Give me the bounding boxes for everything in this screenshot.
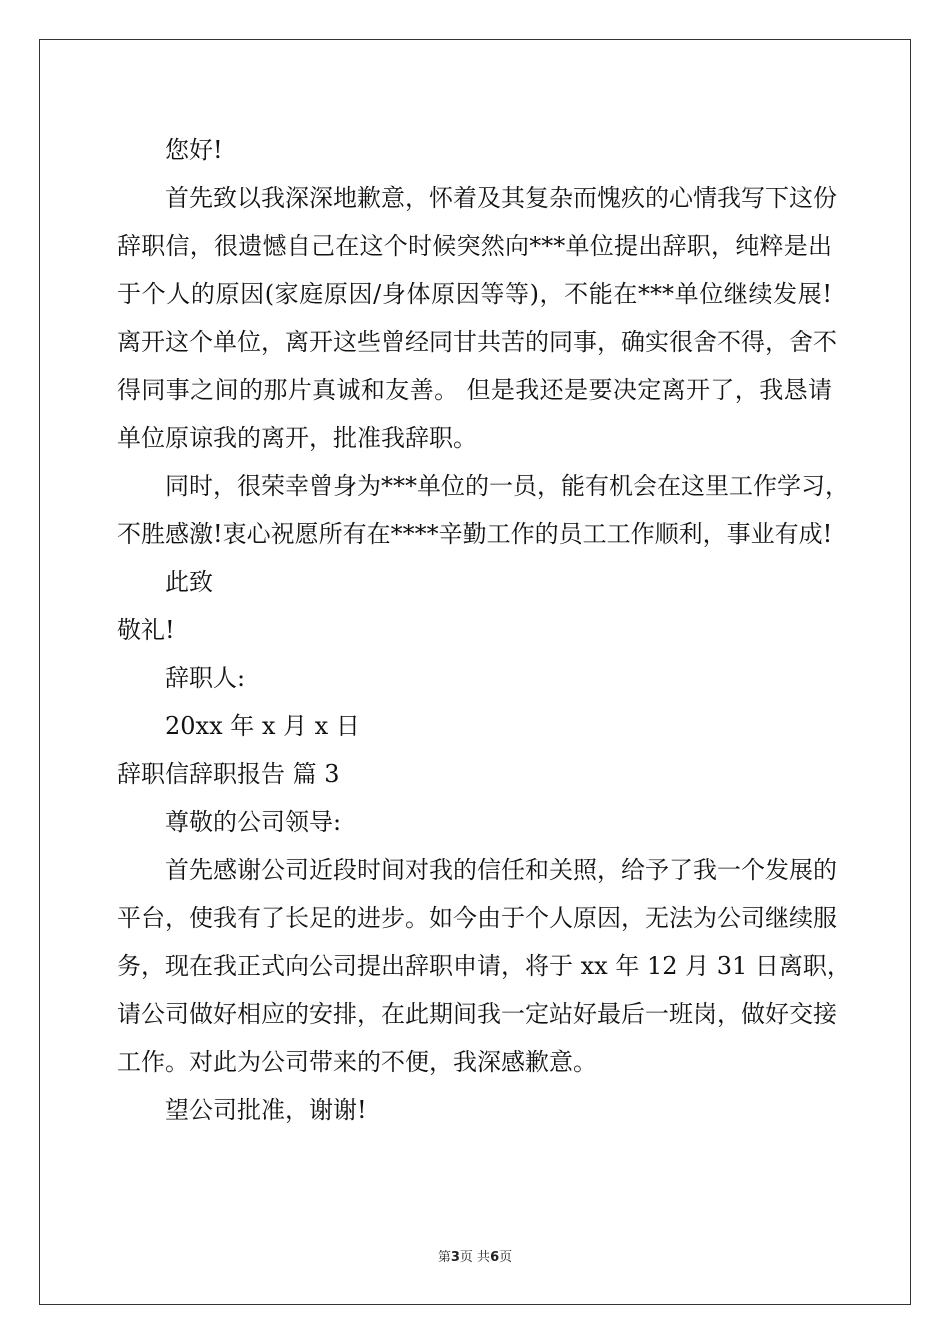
paragraph-line: 平台，使我有了长足的进步。如今由于个人原因，无法为公司继续服 <box>117 904 837 932</box>
letter-1 <box>117 126 832 174</box>
salutation: 尊敬的公司领导: <box>165 808 342 836</box>
section-heading <box>117 750 832 798</box>
page-total: 6 <box>490 1250 500 1265</box>
greeting: 您好! <box>165 136 223 164</box>
page-mid: 页 共 <box>459 1250 491 1265</box>
letter-2-closing <box>117 1086 832 1134</box>
paragraph-line: 单位原谅我的离开，批准我辞职。 <box>117 424 477 452</box>
closing-jing-li: 敬礼! <box>117 616 175 644</box>
page-current: 3 <box>450 1250 460 1265</box>
letter-1-paragraph-1 <box>117 174 837 462</box>
page-number <box>0 1246 950 1265</box>
letter-1-paragraph-2 <box>117 462 849 558</box>
closing-request: 望公司批准，谢谢! <box>165 1096 367 1124</box>
paragraph-line: 离开这个单位，离开这些曾经同甘共苦的同事，确实很舍不得，舍不 <box>117 328 837 356</box>
paragraph-line: 辞职信，很遗憾自己在这个时候突然向***单位提出辞职，纯粹是出 <box>117 232 832 260</box>
page-prefix: 第 <box>437 1250 451 1265</box>
paragraph-line: 请公司做好相应的安排，在此期间我一定站好最后一班岗，做好交接 <box>117 1000 837 1028</box>
date-line: 20xx 年 x 月 x 日 <box>165 712 360 740</box>
paragraph-line: 工作。对此为公司带来的不便，我深感歉意。 <box>117 1048 597 1076</box>
paragraph-line: 于个人的原因(家庭原因/身体原因等等)，不能在***单位继续发展! <box>117 280 832 308</box>
letter-2-paragraph-1 <box>117 846 851 1086</box>
section-title: 辞职信辞职报告 篇 3 <box>117 760 340 788</box>
page-suffix: 页 <box>499 1250 513 1265</box>
closing-ci-zhi: 此致 <box>165 568 213 596</box>
paragraph-line: 首先致以我深深地歉意，怀着及其复杂而愧疚的心情我写下这份 <box>165 184 837 212</box>
signer-label: 辞职人: <box>165 664 246 692</box>
paragraph-line: 同时，很荣幸曾身为***单位的一员，能有机会在这里工作学习， <box>165 472 849 500</box>
paragraph-line: 首先感谢公司近段时间对我的信任和关照，给予了我一个发展的 <box>165 856 837 884</box>
paragraph-line: 得同事之间的那片真诚和友善。 但是我还是要决定离开了，我恳请 <box>117 376 832 404</box>
paragraph-line: 务，现在我正式向公司提出辞职申请，将于 xx 年 12 月 31 日离职， <box>117 952 851 980</box>
paragraph-line: 不胜感激!衷心祝愿所有在****辛勤工作的员工工作顺利，事业有成! <box>117 520 833 548</box>
letter-2-salutation <box>117 798 832 846</box>
letter-1-closing <box>117 558 832 750</box>
